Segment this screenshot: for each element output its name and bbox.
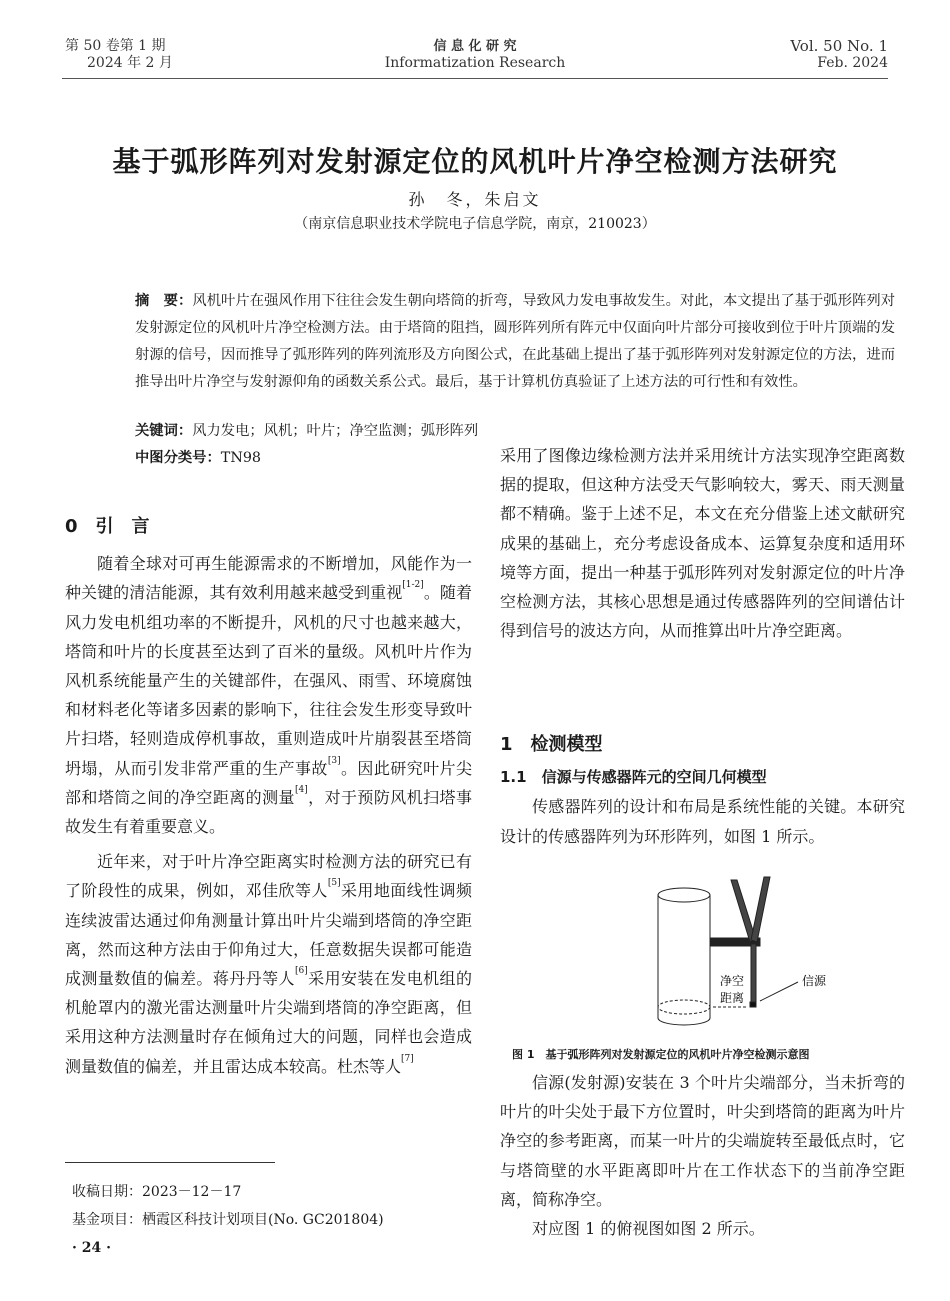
keywords-label: 关键词： — [135, 423, 193, 439]
paragraph: 对应图 1 的俯视图如图 2 所示。 — [532, 1219, 765, 1239]
figure-1-caption: 图 1 基于弧形阵列对发射源定位的风机叶片净空检测示意图 — [512, 1048, 810, 1061]
left-column — [65, 512, 472, 1185]
clc-text: TN98 — [220, 450, 262, 466]
journal-name-en: Informatization Research — [384, 55, 566, 71]
authors: 孙 冬，朱启文 — [408, 190, 542, 209]
paper-title: 基于弧形阵列对发射源定位的风机叶片净空检测方法研究 — [112, 145, 838, 178]
clc-label: 中图分类号： — [135, 450, 221, 466]
abstract-label: 摘 要： — [135, 293, 193, 309]
journal-name-cn: 信 息 化 研 究 — [433, 39, 517, 54]
source-label: 信源 — [802, 974, 827, 988]
clc-number — [135, 447, 261, 467]
citation: [7] — [401, 1053, 414, 1064]
footnotes — [72, 1178, 384, 1262]
keywords-text: 风力发电；风机；叶片；净空监测；弧形阵列 — [192, 423, 479, 439]
volume-en: Vol. 50 No. 1 — [790, 37, 888, 55]
header-rule — [62, 78, 888, 79]
citation: [3] — [327, 755, 341, 766]
journal-volume-en — [790, 38, 888, 72]
date-en: Feb. 2024 — [817, 55, 888, 71]
paragraph: 近年来，对于叶片净空距离实时检测方法的研究已有了阶段性的成果，例如，邓佳欣等人[5]采用地面线性调频连续波雷达通过仰角测量计算出叶片尖端到塔筒的净空距离，然而这种方法由于仰角过大，任意数据失误都可能造成测量数值的偏差。蒋丹丹等人[6]采用安装在发电机组的机舱罩内的激光雷达测量叶片尖端到塔筒的净空距离，但采用这种方法测量时存在倾角过大的问题，同样也会造成测量数值的偏差，并且雷达成本较高。杜杰等人[7] — [65, 852, 472, 1076]
tower-icon — [658, 888, 710, 1025]
right-column-continuation — [500, 446, 905, 709]
keywords — [135, 420, 478, 440]
issue-date: 2024 年 2 月 — [87, 55, 173, 71]
paragraph-continued: 采用了图像边缘检测方法并采用统计方法实现净空距离数据的提取，但这种方法受天气影响较大，雾天、雨天测量都不精确。鉴于上述不足，本文在充分借鉴上述文献研究成果的基础上，充分考虑设备成本、运算复杂度和适用环境等方面，提出一种基于弧形阵列对发射源定位的叶片净空检测方法，其核心思想是通过传感器阵列的空间谱估计得到信号的波达方向，从而推算出叶片净空距离。 — [500, 446, 905, 641]
paragraph: 信源(发射源)安装在 3 个叶片尖端部分，当未折弯的叶片的叶尖处于最下方位置时，叶尖到塔筒的距离为叶片净空的参考距离，而某一叶片的尖端旋转至最低点时，它与塔筒壁的水平距离即叶片在工作状态下的当前净空距离，简称净空。 — [500, 1073, 905, 1209]
citation: [4] — [294, 784, 308, 795]
section-1-heading: 1 检测模型 — [500, 734, 603, 755]
received-date: 收稿日期：2023－12－17 — [72, 1184, 242, 1200]
section-0-heading: 0 引 言 — [65, 516, 150, 537]
right-column-lower — [500, 1068, 905, 1243]
clearance-label-1: 净空 — [720, 974, 745, 988]
abstract-text: 风机叶片在强风作用下往往会发生朝向塔筒的折弯，导致风力发电事故发生。对此，本文提出了基于弧形阵列对发射源定位的风机叶片净空检测方法。由于塔筒的阻挡，圆形阵列所有阵元中仅面向叶片部分可接收到位于叶片顶端的发射源的信号，因而推导了弧形阵列的阵列流形及方向图公式，在此基础上提出了基于弧形阵列对发射源定位的方法，进而推导出叶片净空与发射源仰角的函数关系公式。最后，基于计算机仿真验证了上述方法的可行性和有效性。 — [135, 293, 896, 390]
clearance-label-2: 距离 — [720, 991, 745, 1005]
citation: [1-2] — [402, 580, 424, 591]
figure-1-diagram — [600, 860, 900, 1040]
affiliation: （南京信息职业技术学院电子信息学院，南京，210023） — [294, 216, 656, 232]
citation: [5] — [327, 878, 341, 889]
paragraph: 随着全球对可再生能源需求的不断增加，风能作为一种关键的清洁能源，其有效利用越来越受到重视[1-2]。随着风力发电机组功率的不断提升，风机的尺寸也越来越大，塔筒和叶片的长度甚至达到了百米的量级。风机叶片作为风机系统能量产生的关键部件，在强风、雨雪、环境腐蚀和材料老化等诸多因素的影响下，往往会发生形变导致叶片扫塔，轻则造成停机事故，重则造成叶片崩裂甚至塔筒坍塌，从而引发非常严重的生产事故[3]。因此研究叶片尖部和塔筒之间的净空距离的测量[4]，对于预防风机扫塔事故发生有着重要意义。 — [65, 554, 472, 837]
footnote-rule — [65, 1162, 275, 1163]
abstract — [135, 288, 895, 396]
source-arrow — [760, 982, 798, 1001]
page-number: · 24 · — [72, 1240, 111, 1256]
citation: [6] — [294, 966, 308, 977]
subsection-1-1-heading: 1.1 信源与传感器阵元的空间几何模型 — [500, 768, 767, 787]
right-column — [500, 730, 905, 851]
issue-volume: 第 50 卷第 1 期 — [65, 38, 166, 54]
paragraph: 传感器阵列的设计和布局是系统性能的关键。本研究设计的传感器阵列为环形阵列，如图 1 所示。 — [500, 797, 905, 846]
fund-info: 基金项目：栖霞区科技计划项目(No. GC201804) — [72, 1212, 384, 1228]
